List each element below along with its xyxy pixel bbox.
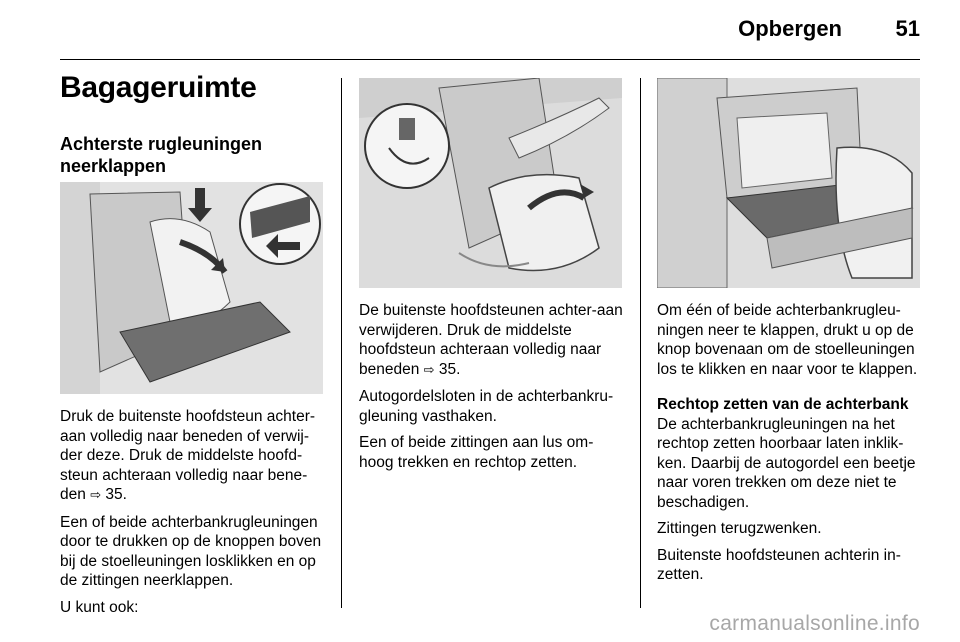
column-divider-1 [341, 78, 342, 608]
paragraph: Zittingen terugzwenken. [657, 520, 822, 537]
page-reference: 35. [105, 486, 127, 503]
paragraph: U kunt ook: [60, 598, 139, 616]
page-number: 51 [895, 16, 920, 41]
page-reference-arrow-icon: ⇨ [90, 488, 102, 503]
page-reference: 35. [438, 360, 461, 378]
paragraph-text: Druk de buitenste hoofdsteun achter-aan volledig naar beneden of verwij-der deze. Druk de middelste hoofd-steun achteraan volledig naar bene-den [60, 408, 316, 503]
paragraph [60, 407, 326, 506]
page-header-title: Opbergen [738, 16, 842, 41]
watermark: carmanualsonline.info [709, 612, 920, 635]
paragraph: Buitenste hoofdsteunen achterin in-zetten. [657, 546, 901, 583]
page-reference-arrow-icon: ⇨ [423, 362, 435, 378]
paragraph: Autogordelsloten in de achterbankru-gleuning vasthaken. [359, 388, 614, 425]
header-divider [60, 59, 920, 60]
subheading: Rechtop zetten van de achterbank [657, 396, 909, 413]
column-1-text [60, 407, 326, 624]
illustration-fold-backrest [60, 182, 323, 394]
column-3-text [657, 301, 923, 592]
paragraph: Om één of beide achterbankrugleu-ningen neer te klappen, drukt u op de knop bovenaan om de stoelleuningen los te klikken en naar voor te klappen. [657, 302, 918, 378]
illustration-folded-seat [657, 78, 920, 288]
paragraph: De achterbankrugleuningen na het rechtop zetten hoorbaar laten inklik-ken. Daarbij de autogordel een beetje naar voren trekken om deze niet te beschadigen. [657, 415, 916, 511]
paragraph-text: De buitenste hoofdsteunen achter-aan verwijderen. Druk de middelste hoofdsteun achteraan volledig naar beneden [359, 302, 623, 378]
illustration-lift-seat [359, 78, 622, 288]
subsection-title: Achterste rugleuningen neerklappen [60, 134, 263, 176]
paragraph: Een of beide achterbankrugleuningen door te drukken op de knoppen boven bij de stoelleuningen losklikken en op de zittingen neerklappen. [60, 513, 322, 589]
column-divider-2 [640, 78, 641, 608]
paragraph [359, 301, 625, 380]
column-2-text [359, 301, 625, 479]
paragraph: Een of beide zittingen aan lus om-hoog trekken en rechtop zetten. [359, 434, 594, 471]
section-title: Bagageruimte [60, 71, 257, 104]
